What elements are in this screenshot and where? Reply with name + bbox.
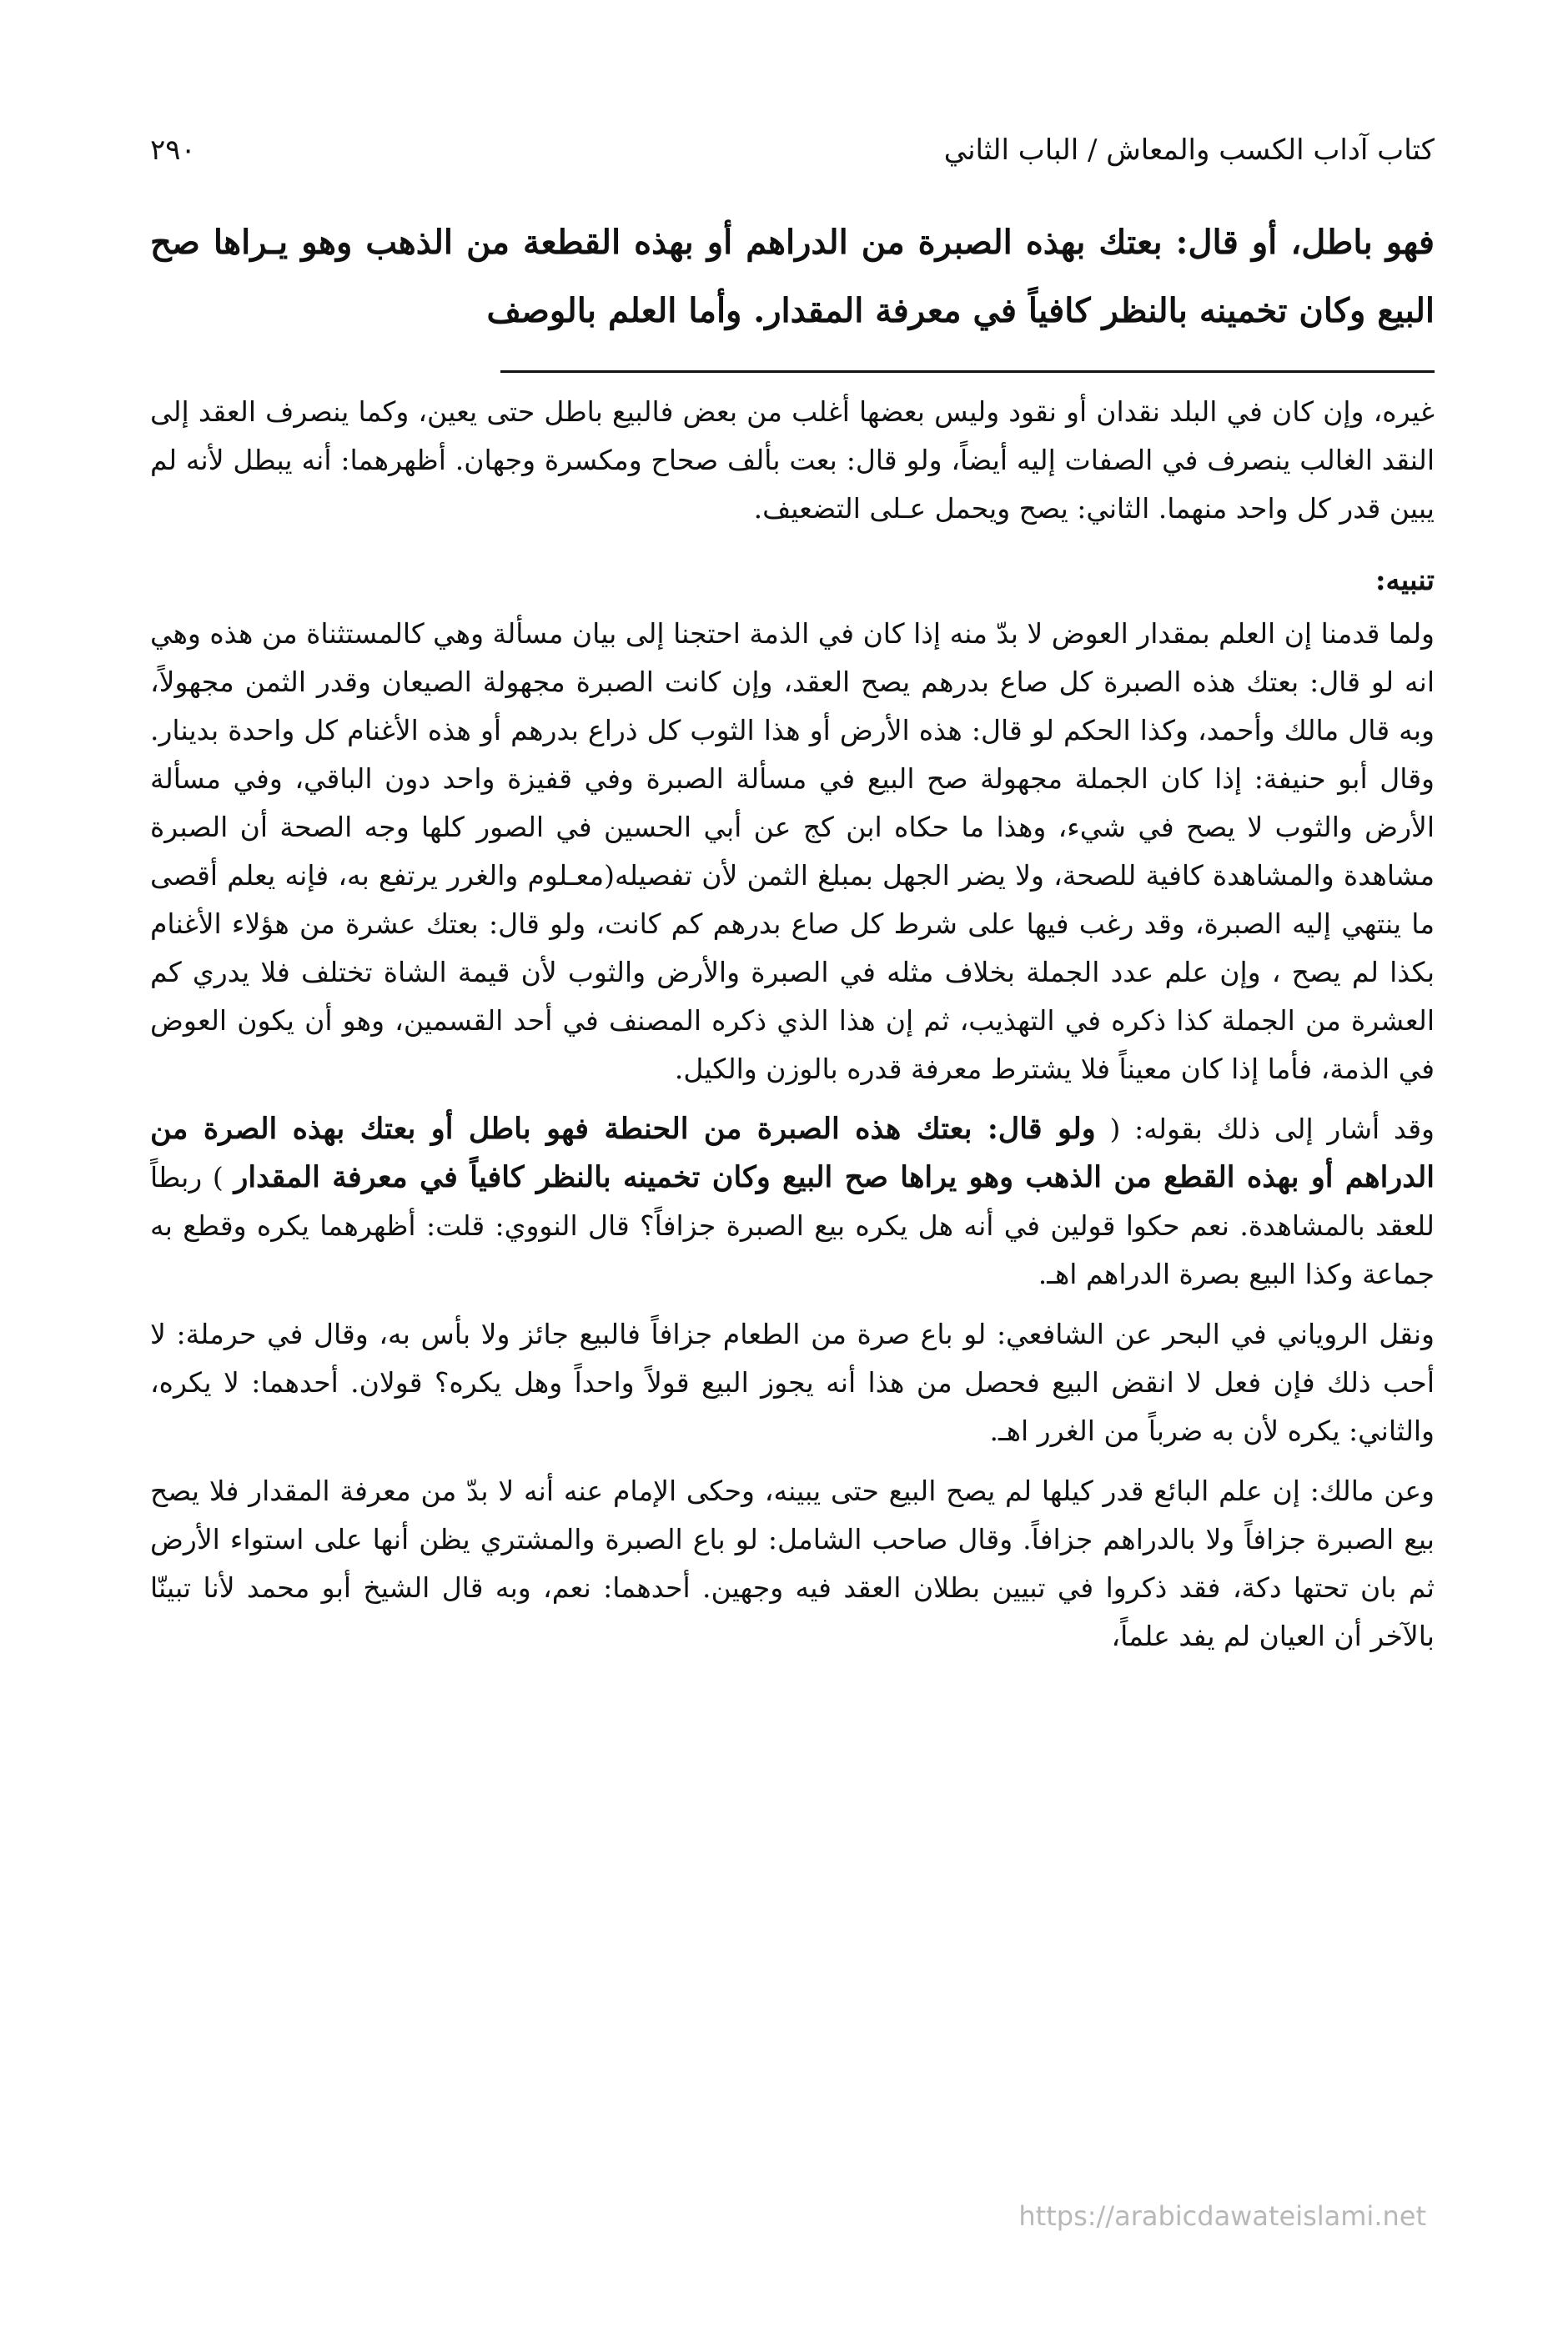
section-heading: تنبيه:: [1375, 564, 1435, 597]
running-header: [150, 125, 1435, 183]
main-text: فهو باطل، أو قال: بعتك بهذه الصبرة من الدراهم أو بهذه القطعة من الذهب وهو يـراها صح البيع وكان تخمينه بالنظر كافياً في معرفة المقدار. وأما العلم بالوصف: [150, 223, 1435, 330]
paragraph-1: ولما قدمنا إن العلم بمقدار العوض لا بدّ منه إذا كان في الذمة احتجنا إلى بيان مسألة وهي كالمستثناة من هذه وهي انه لو قال: بعتك هذه الصبرة كل صاع بدرهم يصح العقد، وإن كانت الصبرة مجهولة الصيعان وقدر الثمن مجهولاً، وبه قال مالك وأحمد، وكذا الحكم لو قال: هذه الأرض أو هذا الثوب كل ذراع بدرهم أو هذه الأغنام كل واحدة بدينار. وقال أبو حنيفة: إذا كان الجملة مجهولة صح البيع في مسألة الصبرة وفي قفيزة واحد دون الباقي، وفي مسألة الأرض والثوب لا يصح في شيء، وهذا ما حكاه ابن كج عن أبي الحسين في الصور كلها وجه الصحة أن الصبرة مشاهدة والمشاهدة كافية للصحة، ولا يضر الجهل بمبلغ الثمن لأن تفصيله(معـلوم والغرر يرتفع به، فإنه يعلم أقصى ما ينتهي إليه الصبرة، وقد رغب فيها على شرط كل صاع بدرهم كم كانت، ولو قال: بعتك عشرة من هؤلاء الأغنام بكذا لم يصح ، وإن علم عدد الجملة بخلاف مثله في الصبرة والأرض والثوب لأن قيمة الشاة تختلف فلا يدري كم العشرة من الجملة كذا ذكره في التهذيب، ثم إن هذا الذي ذكره المصنف في أحد القسمين، وهو أن يكون العوض في الذمة، فأما إذا كان معيناً فلا يشترط معرفة قدره بالوزن والكيل.: [150, 617, 1435, 1085]
quote-lead: وقد أشار إلى ذلك بقوله: (: [1109, 1113, 1435, 1145]
footnote-text: غيره، وإن كان في البلد نقدان أو نقود وليس بعضها أغلب من بعض فالبيع باطل حتى يعين، وكما ينصرف العقد إلى النقد الغالب ينصرف في الصفات إليه أيضاً، ولو قال: بعت بألف صحاح ومكسرة وجهان. أظهرهما: أنه يبطل لأنه لم يبين قدر كل واحد منهما. الثاني: يصح ويحمل عـلى التضعيف.: [150, 395, 1435, 525]
paragraph-2: ونقل الروياني في البحر عن الشافعي: لو باع صرة من الطعام جزافاً فالبيع جائز ولا بأس به، وقال في حرملة: لا أحب ذلك فإن فعل لا انقض البيع فحصل من هذا أنه يجوز البيع قولاً واحداً وهل يكره؟ قولان. أحدهما: لا يكره، والثاني: يكره لأن به ضرباً من الغرر اهـ.: [150, 1318, 1435, 1447]
quote-tail: ) ربطاً للعقد بالمشاهدة. نعم حكوا قولين في أنه هل يكره بيع الصبرة جزافاً؟ قال النووي: قلت: أظهرهما يكره وقطع به جماعة وكذا البيع بصرة الدراهم اهـ.: [150, 1161, 1435, 1290]
watermark-url: https://arabicdawateislami.net: [1018, 2200, 1426, 2232]
book-page: [150, 125, 1435, 1672]
quote-paragraph: [150, 1105, 1435, 1299]
page-number: ٢٩٠: [150, 133, 196, 167]
footnote-divider: [500, 370, 1435, 373]
header-title: كتاب آداب الكسب والمعاش / الباب الثاني: [943, 133, 1435, 167]
quote-bold: ولو قال: بعتك هذه الصبرة من الحنطة فهو باطل أو بعتك بهذه الصرة من الدراهم أو بهذه القطع من الذهب وهو يراها صح البيع وكان تخمينه بالنظر كافياً في معرفة المقدار: [150, 1112, 1435, 1194]
paragraph-3: وعن مالك: إن علم البائع قدر كيلها لم يصح البيع حتى يبينه، وحكى الإمام عنه أنه لا بدّ من معرفة المقدار فلا يصح بيع الصبرة جزافاً ولا بالدراهم جزافاً. وقال صاحب الشامل: لو باع الصبرة والمشتري يظن أنها على استواء الأرض ثم بان تحتها دكة، فقد ذكروا في تبيين بطلان العقد فيه وجهين. أحدهما: نعم، وبه قال الشيخ أبو محمد لأنا تبينّا بالآخر أن العيان لم يفد علماً،: [150, 1475, 1435, 1652]
